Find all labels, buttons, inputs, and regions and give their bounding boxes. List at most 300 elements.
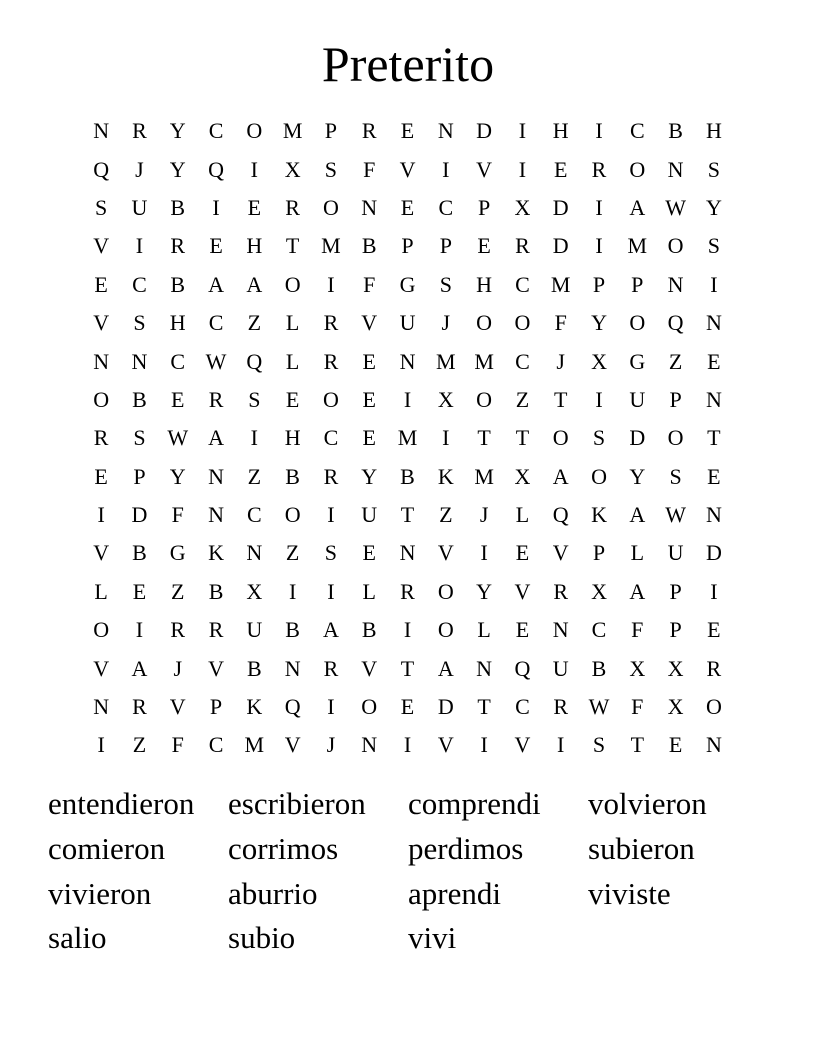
grid-letter[interactable]: O [552,425,569,451]
grid-letter[interactable]: V [284,732,301,758]
grid-letter[interactable]: Z [439,502,453,528]
grid-letter[interactable]: V [93,655,110,681]
grid-letter[interactable]: I [97,502,105,528]
grid-letter[interactable]: C [208,310,224,336]
grid-letter[interactable]: N [705,732,722,758]
grid-letter[interactable]: E [94,271,108,297]
grid-letter[interactable]: V [361,655,378,681]
grid-letter[interactable]: P [631,271,644,297]
grid-letter[interactable]: I [710,578,718,604]
grid-letter[interactable]: Z [515,386,530,412]
grid-letter[interactable]: V [437,540,454,566]
grid-letter[interactable]: V [93,310,110,336]
grid-letter[interactable]: J [479,502,489,528]
grid-letter[interactable]: B [208,578,224,604]
grid-letter[interactable]: I [250,156,258,182]
grid-letter[interactable]: P [669,617,682,643]
grid-letter[interactable]: N [399,540,416,566]
grid-letter[interactable]: I [595,194,603,220]
grid-letter[interactable]: V [208,655,224,681]
grid-letter[interactable]: D [437,694,454,720]
grid-letter[interactable]: O [361,694,378,720]
grid-letter[interactable]: M [321,233,341,259]
grid-letter[interactable]: R [323,463,339,489]
grid-letter[interactable]: O [476,310,493,336]
grid-letter[interactable]: R [93,425,109,451]
grid-letter[interactable]: X [246,578,263,604]
grid-letter[interactable]: F [171,502,184,528]
grid-letter[interactable]: M [244,732,265,758]
grid-letter[interactable]: I [480,732,488,758]
grid-letter[interactable]: D [476,118,493,144]
grid-letter[interactable]: I [135,617,144,643]
grid-letter[interactable]: N [552,617,569,643]
grid-letter[interactable]: N [476,655,493,681]
grid-letter[interactable]: O [476,386,493,412]
grid-letter[interactable]: H [705,118,722,144]
grid-letter[interactable]: E [400,118,415,144]
grid-letter[interactable]: Z [132,732,147,758]
grid-letter[interactable]: T [630,732,645,758]
grid-letter[interactable]: C [629,118,645,144]
grid-letter[interactable]: E [477,233,491,259]
grid-letter[interactable]: O [667,233,684,259]
grid-letter[interactable]: O [437,617,454,643]
grid-letter[interactable]: O [284,502,301,528]
grid-letter[interactable]: U [246,617,263,643]
grid-row [82,649,733,687]
grid-letter[interactable]: U [399,310,416,336]
grid-letter[interactable]: W [588,694,610,720]
grid-letter[interactable]: M [282,118,303,144]
grid-letter[interactable]: C [208,118,224,144]
grid-letter[interactable]: M [397,425,418,451]
grid-letter[interactable]: P [669,386,682,412]
grid-letter[interactable]: E [94,463,108,489]
grid-letter[interactable]: B [285,617,300,643]
grid-letter[interactable]: E [171,386,185,412]
grid-letter[interactable]: R [361,118,377,144]
grid-letter[interactable]: Z [247,310,262,336]
grid-letter[interactable]: I [250,425,258,451]
grid-letter[interactable]: N [208,502,224,528]
grid-letter[interactable]: L [285,310,300,336]
grid-letter[interactable]: E [553,156,568,182]
grid-letter[interactable]: U [361,502,378,528]
page-title: Preterito [321,36,495,92]
grid-letter[interactable]: I [403,617,412,643]
grid-letter[interactable]: Y [361,463,378,489]
grid-letter[interactable]: P [477,194,491,220]
grid-letter[interactable]: C [132,271,147,297]
grid-letter[interactable]: T [553,386,568,412]
grid-letter[interactable]: L [515,502,530,528]
grid-letter[interactable]: B [361,617,377,643]
grid-letter[interactable]: R [170,617,186,643]
grid-letter[interactable]: F [631,617,644,643]
grid-letter[interactable]: Z [668,348,683,374]
grid-letter[interactable]: E [362,386,376,412]
grid-letter[interactable]: H [284,425,301,451]
grid-letter[interactable]: O [93,617,110,643]
grid-letter[interactable]: W [167,425,189,451]
grid-letter[interactable]: M [550,271,571,297]
grid-letter[interactable]: D [629,425,646,451]
grid-letter[interactable]: T [477,694,491,720]
grid-letter[interactable]: A [629,578,646,604]
grid-letter[interactable]: X [667,655,684,681]
grid-letter[interactable]: S [592,732,606,758]
grid-letter[interactable]: P [439,233,452,259]
grid-letter[interactable]: H [476,271,493,297]
grid-letter[interactable]: O [514,310,531,336]
grid-letter[interactable]: T [285,233,300,259]
grid-letter[interactable]: X [629,655,646,681]
grid-letter[interactable]: N [667,271,684,297]
grid-letter[interactable]: R [170,233,186,259]
grid-letter[interactable]: U [131,194,148,220]
grid-letter[interactable]: E [132,578,147,604]
grid-letter[interactable]: B [591,655,607,681]
grid-letter[interactable]: I [480,540,488,566]
grid-letter[interactable]: M [474,348,494,374]
grid-letter[interactable]: O [591,463,607,489]
grid-letter[interactable]: S [592,425,606,451]
grid-letter[interactable]: P [669,578,682,604]
grid-letter[interactable]: I [557,732,565,758]
grid-letter[interactable]: I [97,732,105,758]
grid-letter[interactable]: S [669,463,682,489]
grid-letter[interactable]: Z [285,540,300,566]
grid-letter[interactable]: N [399,348,416,374]
grid-letter[interactable]: A [322,617,339,643]
grid-letter[interactable]: C [246,502,262,528]
grid-letter[interactable]: B [246,655,262,681]
grid-letter[interactable]: C [515,271,530,297]
grid-letter[interactable]: C [170,348,186,374]
grid-letter[interactable]: A [131,655,148,681]
grid-letter[interactable]: V [514,732,531,758]
grid-letter[interactable]: R [706,655,722,681]
grid-letter[interactable]: E [209,233,223,259]
grid-letter[interactable]: C [438,194,454,220]
grid-letter[interactable]: N [705,502,722,528]
grid-letter[interactable]: E [400,194,415,220]
grid-letter[interactable]: Y [629,463,646,489]
grid-letter[interactable]: A [552,463,569,489]
grid-letter[interactable]: F [631,694,644,720]
grid-letter[interactable]: N [361,194,378,220]
grid-letter[interactable]: L [285,348,300,374]
grid-letter[interactable]: S [707,156,721,182]
grid-letter[interactable]: N [93,118,110,144]
grid-letter[interactable]: O [629,156,646,182]
grid-letter[interactable]: V [93,233,110,259]
grid-letter[interactable]: Y [476,578,493,604]
grid-letter[interactable]: N [361,732,378,758]
grid-letter[interactable]: N [284,655,301,681]
grid-letter[interactable]: P [592,271,606,297]
grid-letter[interactable]: I [710,271,718,297]
grid-letter[interactable]: D [705,540,722,566]
grid-letter[interactable]: J [173,655,183,681]
grid-letter[interactable]: P [133,463,146,489]
grid-row [82,688,733,726]
grid-letter[interactable]: O [629,310,646,336]
grid-letter[interactable]: H [246,233,263,259]
grid-letter[interactable]: O [667,425,684,451]
grid-letter[interactable]: Q [93,156,110,182]
grid-letter[interactable]: E [515,540,530,566]
grid-letter[interactable]: W [665,194,686,220]
grid-letter[interactable]: F [363,156,376,182]
grid-letter[interactable]: R [515,233,530,259]
grid-letter[interactable]: L [94,578,108,604]
grid-letter[interactable]: X [514,194,531,220]
grid-letter[interactable]: N [667,156,684,182]
grid-letter[interactable]: A [246,271,263,297]
grid-letter[interactable]: I [212,194,220,220]
grid-letter[interactable]: W [205,348,227,374]
grid-letter[interactable]: C [515,348,530,374]
grid-letter[interactable]: P [324,118,338,144]
grid-letter[interactable]: C [323,425,339,451]
grid-letter[interactable]: X [591,348,607,374]
grid-letter[interactable]: O [322,386,339,412]
word-list-item: comprendi [408,786,541,821]
grid-letter[interactable]: S [248,386,261,412]
grid-letter[interactable]: T [400,655,415,681]
grid-letter[interactable]: I [442,156,450,182]
grid-letter[interactable]: I [595,386,603,412]
grid-letter[interactable]: D [552,194,569,220]
grid-letter[interactable]: K [246,694,263,720]
grid-letter[interactable]: S [324,540,338,566]
grid-letter[interactable]: I [327,271,335,297]
grid-letter[interactable]: B [170,194,186,220]
grid-letter[interactable]: U [629,386,646,412]
grid-letter[interactable]: S [324,156,338,182]
grid-letter[interactable]: E [707,463,721,489]
grid-letter[interactable]: D [131,502,148,528]
grid-letter[interactable]: O [93,386,110,412]
grid-letter[interactable]: I [403,386,412,412]
grid-letter[interactable]: I [327,694,335,720]
grid-letter[interactable]: E [668,732,683,758]
grid-row [82,419,733,457]
grid-letter[interactable]: J [556,348,565,374]
grid-letter[interactable]: I [327,578,335,604]
grid-letter[interactable]: I [442,425,450,451]
word-list-item: corrimos [228,830,339,866]
grid-letter[interactable]: U [552,655,569,681]
grid-letter[interactable]: C [515,694,530,720]
grid-letter[interactable]: I [518,118,527,144]
grid-letter[interactable]: V [437,732,454,758]
grid-letter[interactable]: E [247,194,262,220]
grid-letter[interactable]: R [323,310,339,336]
grid-letter[interactable]: P [401,233,414,259]
grid-letter[interactable]: E [362,540,376,566]
grid-letter[interactable]: U [667,540,684,566]
grid-letter[interactable]: E [707,348,721,374]
grid-letter[interactable]: X [437,386,454,412]
grid-letter[interactable]: S [439,271,452,297]
word-list-item: volvieron [588,786,707,821]
grid-letter[interactable]: X [284,156,301,182]
grid-letter[interactable]: R [132,694,147,720]
grid-letter[interactable]: E [362,425,376,451]
grid-letter[interactable]: V [552,540,569,566]
grid-row [82,534,733,572]
grid-letter[interactable]: Q [284,694,301,720]
grid-letter[interactable]: N [437,118,454,144]
grid-letter[interactable]: R [553,694,569,720]
grid-letter[interactable]: E [285,386,300,412]
grid-letter[interactable]: Q [208,156,224,182]
grid-letter[interactable]: R [208,386,224,412]
grid-letter[interactable]: O [437,578,454,604]
grid-letter[interactable]: I [288,578,297,604]
grid-letter[interactable]: J [135,156,144,182]
grid-letter[interactable]: V [514,578,531,604]
grid-letter[interactable]: K [437,463,454,489]
grid-letter[interactable]: S [133,310,146,336]
grid-letter[interactable]: C [591,617,607,643]
grid-letter[interactable]: V [361,310,378,336]
grid-letter[interactable]: Q [514,655,531,681]
grid-letter[interactable]: A [208,425,224,451]
grid-letter[interactable]: H [169,310,186,336]
grid-letter[interactable]: G [629,348,646,374]
grid-letter[interactable]: S [133,425,146,451]
grid-letter[interactable]: B [285,463,300,489]
grid-letter[interactable]: E [707,617,721,643]
grid-letter[interactable]: T [400,502,415,528]
grid-letter[interactable]: L [477,617,491,643]
grid-letter[interactable]: R [591,156,607,182]
grid-letter[interactable]: C [208,732,224,758]
grid-letter[interactable]: G [399,271,416,297]
grid-letter[interactable]: N [246,540,263,566]
grid-letter[interactable]: R [208,617,224,643]
grid-letter[interactable]: X [591,578,607,604]
grid-letter[interactable]: X [667,694,684,720]
grid-letter[interactable]: A [208,271,224,297]
grid-letter[interactable]: B [668,118,683,144]
grid-letter[interactable]: N [208,463,224,489]
grid-letter[interactable]: Y [169,463,186,489]
grid-letter[interactable]: I [327,502,335,528]
grid-letter[interactable]: Y [169,118,186,144]
grid-letter[interactable]: O [705,694,722,720]
grid-letter[interactable]: Y [705,194,722,220]
grid-letter[interactable]: O [284,271,301,297]
grid-letter[interactable]: V [169,694,186,720]
grid-letter[interactable]: Q [246,348,263,374]
grid-letter[interactable]: B [400,463,415,489]
grid-letter[interactable]: I [595,233,603,259]
grid-letter[interactable]: O [322,194,339,220]
grid-letter[interactable]: B [132,540,147,566]
grid-letter[interactable]: V [476,156,493,182]
grid-letter[interactable]: E [362,348,376,374]
grid-letter[interactable]: I [518,156,527,182]
word-list-item: viviste [588,875,671,911]
grid-letter[interactable]: J [441,310,451,336]
grid-letter[interactable]: M [627,233,648,259]
grid-letter[interactable]: O [246,118,263,144]
grid-letter[interactable]: W [665,502,686,528]
grid-letter[interactable]: M [474,463,494,489]
grid-letter[interactable]: R [400,578,415,604]
grid-letter[interactable]: B [361,233,377,259]
grid-letter[interactable]: Q [667,310,684,336]
grid-letter[interactable]: Y [591,310,607,336]
grid-letter[interactable]: Z [247,463,262,489]
grid-letter[interactable]: T [515,425,530,451]
grid-letter[interactable]: I [403,732,412,758]
grid-letter[interactable]: E [515,617,530,643]
grid-letter[interactable]: J [326,732,336,758]
grid-letter[interactable]: R [553,578,569,604]
grid-letter[interactable]: R [323,655,339,681]
grid-letter[interactable]: R [285,194,300,220]
grid-letter[interactable]: P [209,694,223,720]
grid-letter[interactable]: A [629,194,646,220]
grid-letter[interactable]: N [705,386,722,412]
grid-letter[interactable]: Q [552,502,569,528]
grid-letter[interactable]: N [93,348,110,374]
grid-letter[interactable]: E [400,694,415,720]
grid-letter[interactable]: V [399,156,416,182]
grid-letter[interactable]: F [171,732,184,758]
grid-letter[interactable]: B [170,271,186,297]
grid-letter[interactable]: V [93,540,110,566]
grid-letter[interactable]: K [591,502,607,528]
grid-letter[interactable]: S [95,194,108,220]
grid-letter[interactable]: H [552,118,569,144]
grid-letter[interactable]: Y [169,156,186,182]
grid-letter[interactable]: R [132,118,147,144]
grid-letter[interactable]: G [169,540,186,566]
grid-letter[interactable]: N [705,310,722,336]
grid-letter[interactable]: F [554,310,567,336]
grid-letter[interactable]: B [132,386,147,412]
grid-letter[interactable]: A [629,502,646,528]
grid-letter[interactable]: L [362,578,376,604]
word-list-item: subio [228,920,296,956]
grid-letter[interactable]: K [208,540,224,566]
grid-letter[interactable]: M [436,348,456,374]
grid-letter[interactable]: T [477,425,491,451]
grid-letter[interactable]: L [630,540,645,566]
grid-letter[interactable]: P [592,540,606,566]
grid-letter[interactable]: N [131,348,148,374]
grid-letter[interactable]: Z [171,578,185,604]
grid-letter[interactable]: I [135,233,144,259]
grid-letter[interactable]: R [323,348,339,374]
grid-letter[interactable]: D [552,233,569,259]
grid-letter[interactable]: S [707,233,721,259]
grid-letter[interactable]: F [363,271,376,297]
grid-letter[interactable]: N [93,694,110,720]
word-list-item: vivieron [48,875,152,911]
grid-letter[interactable]: A [437,655,454,681]
grid-letter[interactable]: T [707,425,721,451]
grid-letter[interactable]: X [514,463,531,489]
grid-letter[interactable]: I [595,118,603,144]
